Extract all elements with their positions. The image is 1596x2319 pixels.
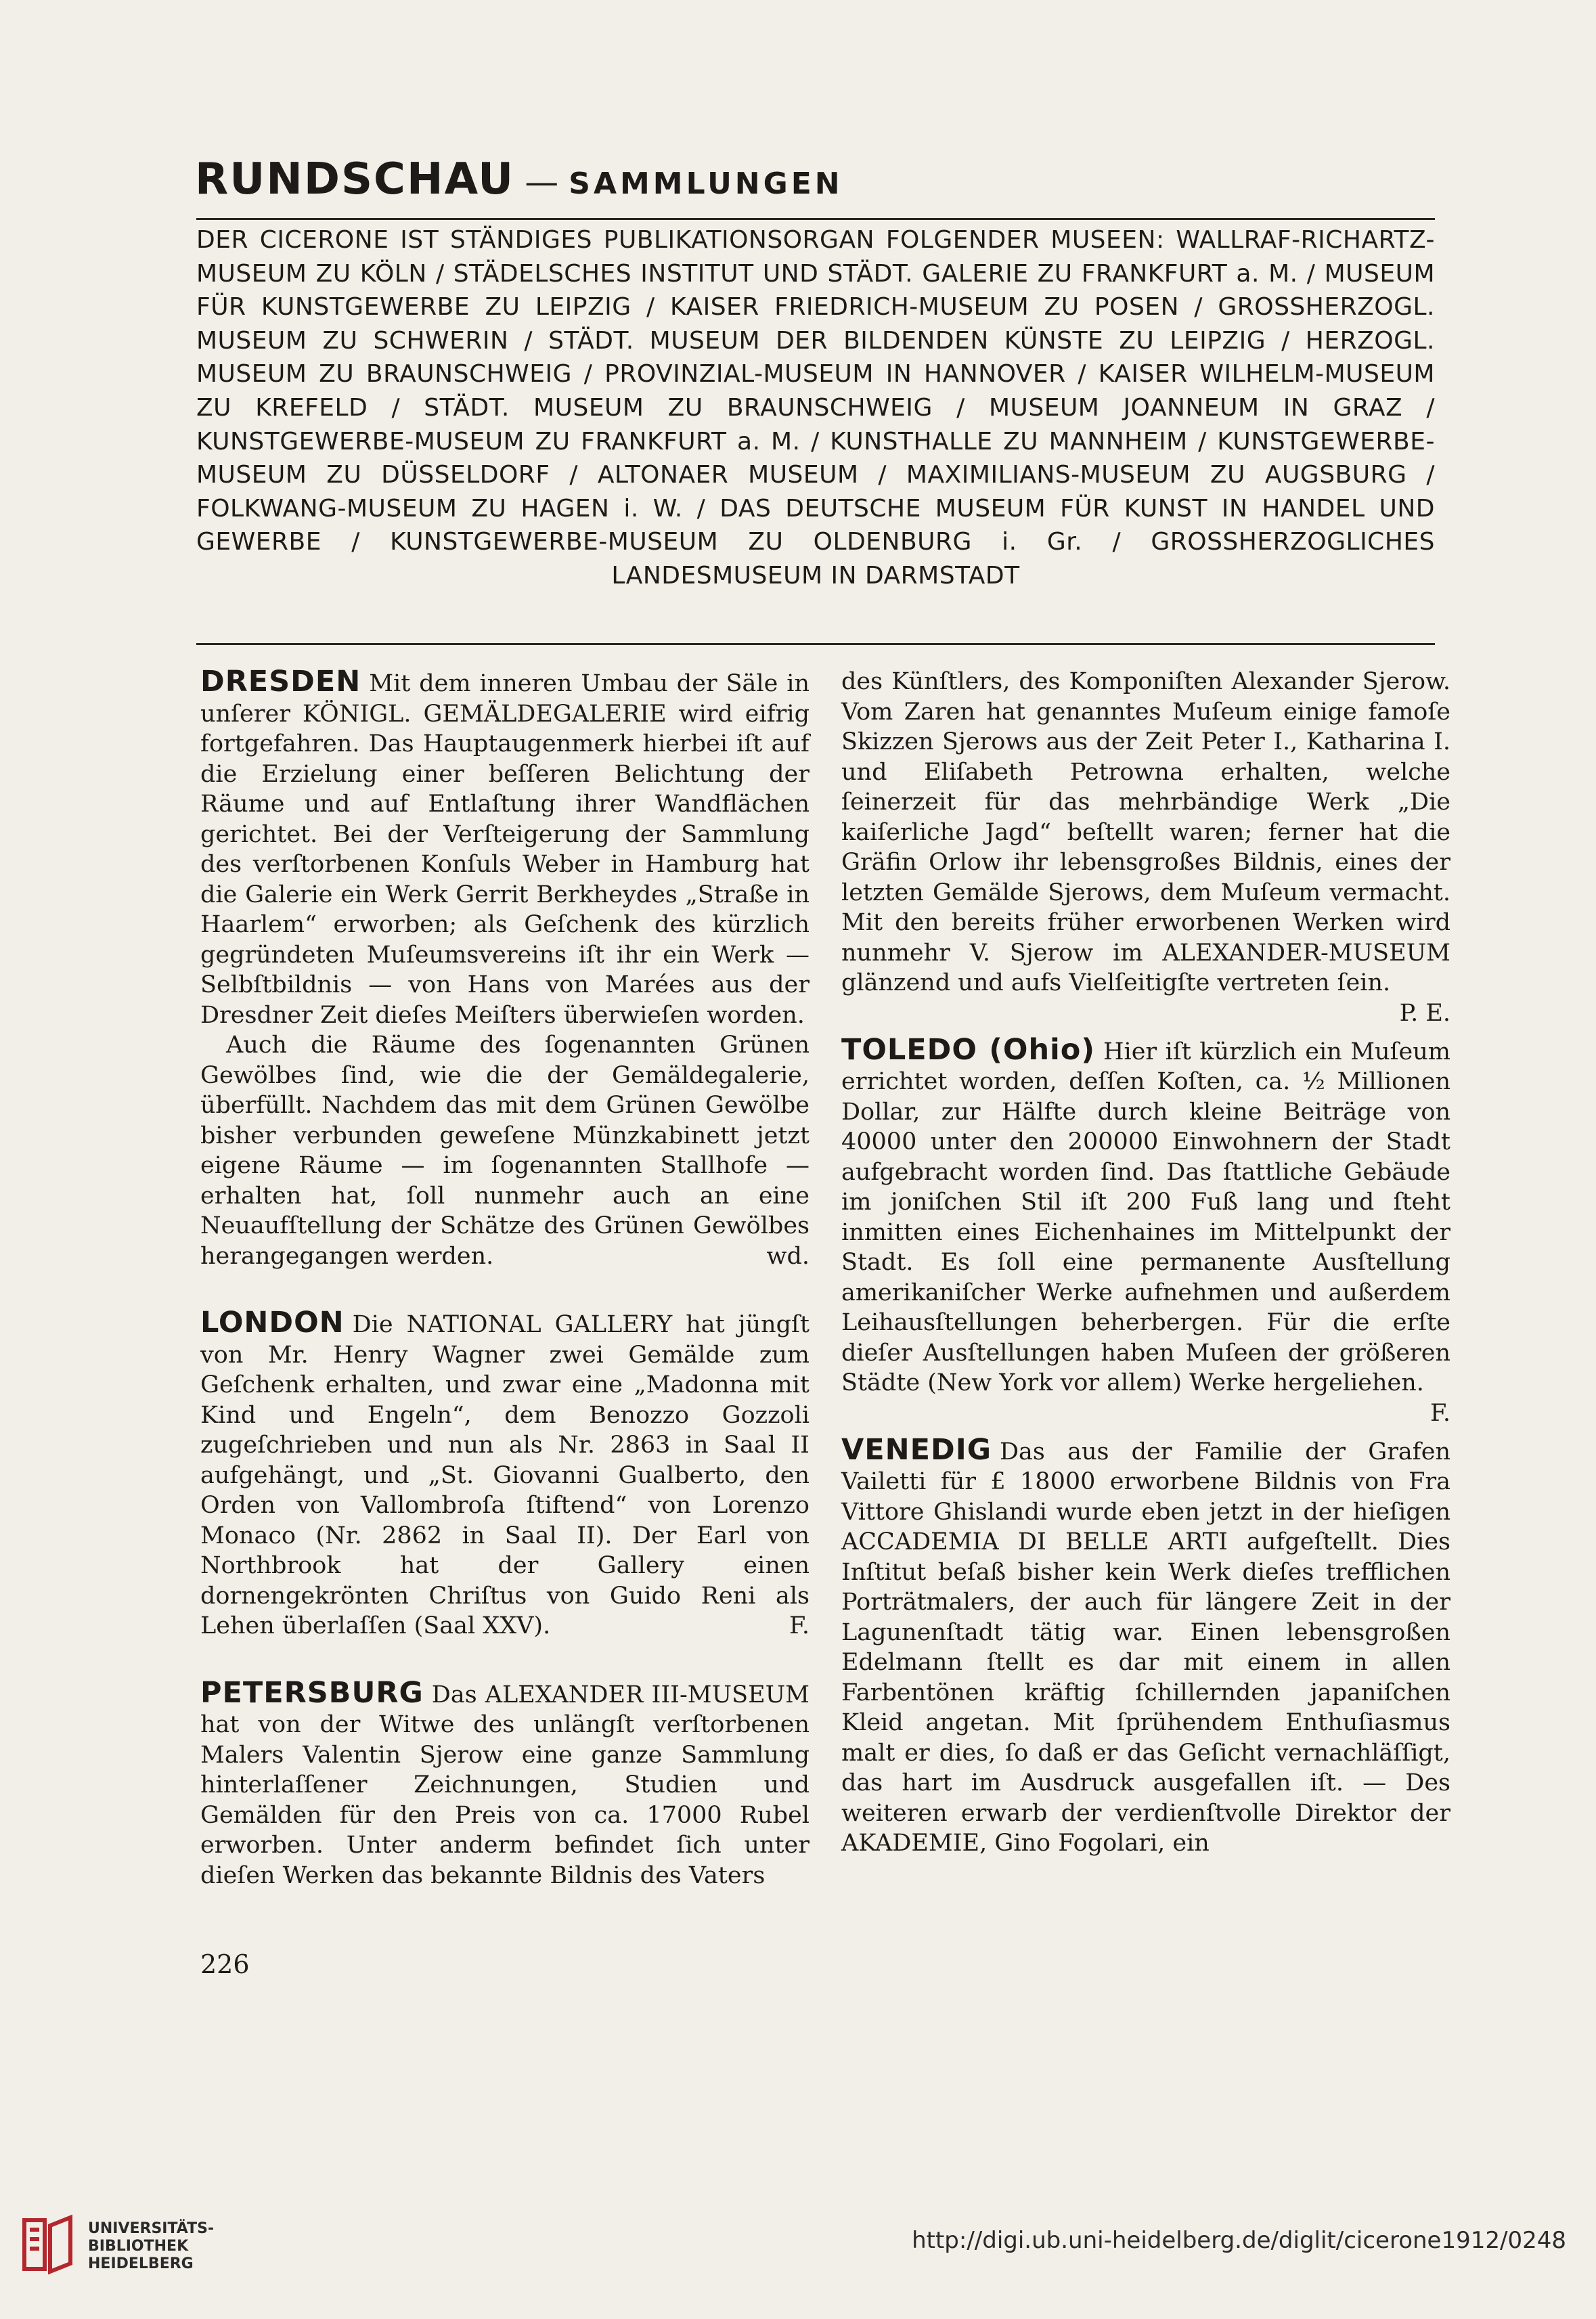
title-separator: — <box>525 162 559 202</box>
museum-list: DER CICERONE IST STÄNDIGES PUBLIKATIONSORGAN FOLGENDER MUSEEN: WALLRAF-RICHARTZ-MUSEUM ZU KÖLN / STÄDELSCHES INSTITUT UND STÄDT. GALERIE ZU FRANKFURT a. M. / MUSEUM FÜR KUNSTGEWERBE ZU LEIPZIG / KAISER FRIEDRICH-MUSEUM ZU POSEN / GROSSHERZOGL. MUSEUM ZU SCHWERIN / STÄDT. MUSEUM DER BILDENDEN KÜNSTE ZU LEIPZIG / HERZOGL. MUSEUM ZU BRAUNSCHWEIG / PROVINZIAL-MUSEUM IN HANNOVER / KAISER WILHELM-MUSEUM ZU KREFELD / STÄDT. MUSEUM ZU BRAUNSCHWEIG / MUSEUM JOANNEUM IN GRAZ / KUNSTGEWERBE-MUSEUM ZU FRANKFURT a. M. / KUNSTHALLE ZU MANNHEIM / KUNSTGEWERBE-MUSEUM ZU DÜSSELDORF / ALTONAER MUSEUM / MAXIMILIANS-MUSEUM ZU AUGSBURG / FOLKWANG-MUSEUM ZU HAGEN i. W. / DAS DEUTSCHE MUSEUM FÜR KUNST IN HANDEL UND GEWERBE / KUNSTGEWERBE-MUSEUM ZU OLDENBURG i. Gr. / GROSSHERZOGLICHES LANDESMUSEUM IN DARMSTADT <box>196 226 1435 590</box>
heading-toledo: TOLEDO (Ohio) <box>841 1032 1095 1067</box>
dresden-paragraph-1: Mit dem inneren Umbau der Säle in unſerer KÖNIGL. GEMÄLDEGALERIE wird eifrig fortgefahren. Das Hauptaugenmerk hierbei iſt auf die Erzielung einer beſſeren Belichtung der Räume und auf Entlaſtung ihrer Wandflächen gerichtet. Bei der Verſteigerung der Sammlung des verſtorbenen Konſuls Weber in Hamburg hat die Galerie ein Werk Gerrit Berkheydes „Straße in Haarlem“ erworben; als Geſchenk des kürzlich gegründeten Muſeumsvereins iſt ihr ein Werk — Selbſtbildnis — von Hans von Marées aus der Dresdner Zeit dieſes Meiſters überwieſen worden. <box>200 670 810 1029</box>
london-text: Die NATIONAL GALLERY hat jüngſt von Mr. Henry Wagner zwei Gemälde zum Geſchenk erhalten, und zwar eine „Madonna mit Kind und Engeln“, dem Benozzo Gozzoli zugeſchrieben und nun als Nr. 2863 in Saal II aufgehängt, und „St. Giovanni Gualberto, den Orden von Vallombroſa ſtiftend“ von Lorenzo Monaco (Nr. 2862 in Saal II). Der Earl von Northbrook hat der Gallery einen dornengekrönten Chriſtus von Guido Reni als Lehen überlaſſen (Saal XXV). <box>200 1311 810 1639</box>
library-logo-icon <box>18 2212 83 2277</box>
toledo-signature: F. <box>1430 1399 1450 1427</box>
title-subtitle: SAMMLUNGEN <box>569 167 843 201</box>
library-name <box>88 2220 214 2273</box>
article-toledo <box>841 1032 1450 1427</box>
title-main: RUNDSCHAU <box>195 154 515 204</box>
article-venedig <box>841 1432 1450 1859</box>
article-petersburg-continued <box>841 667 1450 1027</box>
source-url-link[interactable]: http://digi.ub.uni-heidelberg.de/diglit/cicerone1912/0248 <box>912 2227 1566 2254</box>
petersburg-signature: P. E. <box>1399 999 1450 1027</box>
top-rule <box>196 218 1435 220</box>
dresden-signature: wd. <box>766 1242 810 1270</box>
heading-london: LONDON <box>200 1306 345 1340</box>
article-london <box>200 1308 810 1641</box>
right-column <box>841 667 1450 1895</box>
venedig-text: Das aus der Familie der Grafen Vailetti für £ 18000 erworbene Bildnis von Fra Vittore Ghislandi wurde eben jetzt in der hieſigen ACCADEMIA DI BELLE ARTI aufgeſtellt. Dies Inſtitut beſaß bisher kein Werk dieſes trefflichen Porträtmalers, der auch für längere Zeit in der Lagunenſtadt tätig war. Einen lebensgroßen Edelmann ſtellt es dar mit einem in allen Farbentönen kräftig ſchillernden japaniſchen Kleid angetan. Mit ſprühendem Enthuſiasmus malt er dies, ſo daß er das Geſicht vernachläſſigt, das hart im Ausdruck ausgefallen iſt. — Des weiteren erwarb der verdienſtvolle Direktor der AKADEMIE, Gino Fogolari, ein <box>841 1438 1450 1857</box>
article-dresden <box>200 667 810 1271</box>
library-name-line-1: UNIVERSITÄTS- <box>88 2220 215 2237</box>
heading-petersburg: PETERSBURG <box>200 1675 424 1710</box>
page-number: 226 <box>200 1949 250 1979</box>
dresden-paragraph-2: Auch die Räume des ſogenannten Grünen Gewölbes ſind, wie die der Gemäldegalerie, überfüllt. Nachdem das mit dem Grünen Gewölbe bisher verbunden geweſene Münzkabinett jetzt eigene Räume — im ſogenannten Stallhofe — erhalten hat, ſoll nunmehr auch an eine Neuaufſtellung der Schätze des Grünen Gewölbes herangegangen werden. <box>200 1032 810 1270</box>
section-rule <box>196 643 1435 645</box>
petersburg-text-part-1: Das ALEXANDER III-MUSEUM hat von der Witwe des unlängſt verſtorbenen Malers Valentin Sjerow eine ganze Sammlung hinterlaſſener Zeichnungen, Studien und Gemälden für den Preis von ca. 17000 Rubel erworben. Unter anderm befindet ſich unter dieſen Werken das bekannte Bildnis des Vaters <box>200 1681 810 1889</box>
petersburg-text-part-2: des Künſtlers, des Komponiſten Alexander Sjerow. Vom Zaren hat genanntes Muſeum einige famoſe Skizzen Sjerows aus der Zeit Peter I., Katharina I. und Eliſabeth Petrowna erhalten, welche ſeinerzeit für das mehrbändige Werk „Die kaiſerliche Jagd“ beſtellt waren; ferner hat die Gräfin Orlow ihr lebensgroßes Bildnis, eines der letzten Gemälde Sjerows, dem Muſeum vermacht. Mit den bereits früher erworbenen Werken wird nunmehr V. Sjerow im ALEXANDER-MUSEUM glänzend und aufs Vielſeitigſte vertreten ſein. <box>841 668 1450 996</box>
toledo-text: Hier iſt kürzlich ein Muſeum errichtet worden, deſſen Koſten, ca. ½ Millionen Dollar, zur Hälfte durch kleine Beiträge von 40000 unter den 200000 Einwohnern der Stadt aufgebracht worden ſind. Das ſtattliche Gebäude im joniſchen Stil iſt 200 Fuß lang und ſteht inmitten eines Eichenhaines im Mittelpunkt der Stadt. Es ſoll eine permanente Ausſtellung amerikaniſcher Werke aufnehmen und außerdem Leihausſtellungen beherbergen. Für die erſte dieſer Ausſtellungen haben Muſeen der größeren Städte (New York vor allem) Werke hergeliehen. <box>841 1038 1450 1396</box>
library-name-line-3: HEIDELBERG <box>88 2255 194 2272</box>
page-title <box>195 154 1434 204</box>
heading-dresden: DRESDEN <box>200 665 361 699</box>
heading-venedig: VENEDIG <box>841 1432 992 1467</box>
article-petersburg <box>200 1675 810 1891</box>
library-name-line-2: BIBLIOTHEK <box>88 2238 189 2255</box>
left-column <box>200 667 810 1927</box>
london-signature: F. <box>789 1612 810 1639</box>
